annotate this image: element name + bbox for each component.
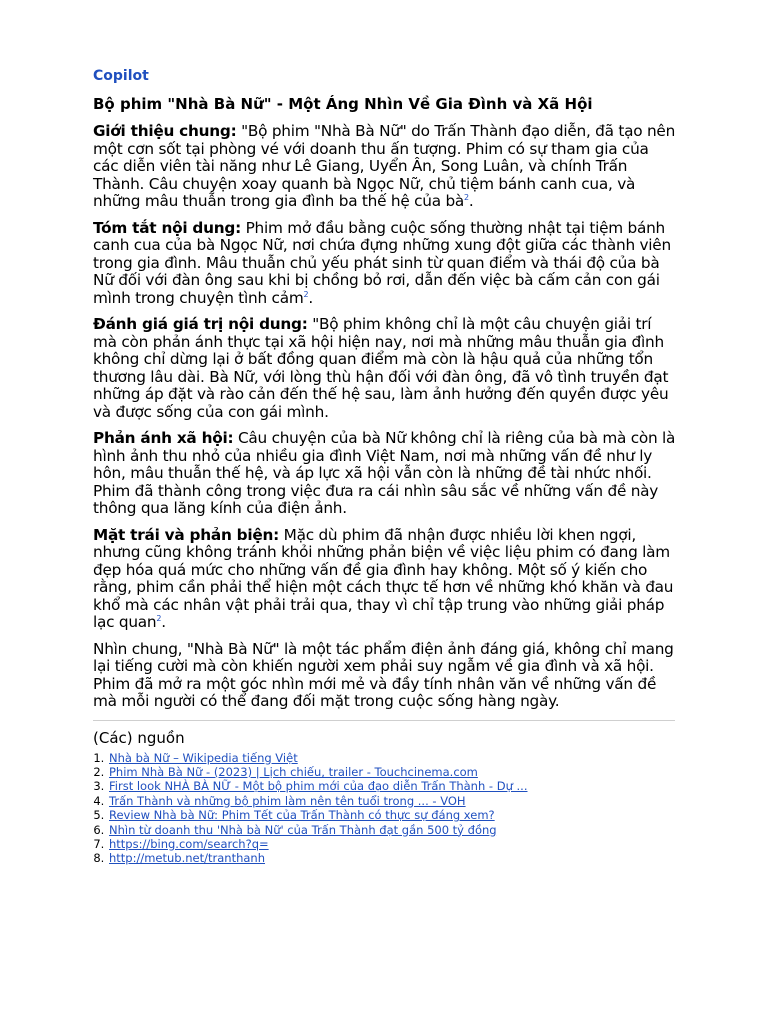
source-item <box>108 823 678 837</box>
section-summary: Tóm tắt nội dung: Phim mở đầu bằng cuộc sống thường nhật tại tiệm bánh canh cua của bà Ngọc Nữ, nơi chứa đựng những xung đột giữa các thành viên trong gia đình. Mâu thuẫn chủ yếu phát sinh từ quan điểm và thái độ của bà Nữ đối với đàn ông sau khi bị chồng bỏ rơi, dẫn đến việc bà cấm cản con gái mình trong chuyện tình cảm$^2$. <box>93 218 671 307</box>
section-text: "Bộ phim "Nhà Bà Nữ" do Trấn Thành đạo diễn, đã tạo nên một cơn sốt tại phòng vé với doanh thu ấn tượng. Phim có sự tham gia của các diễn viên tài năng như Lê Giang, Uyển Ân, Song Luân, và chính Trấn Thành. Câu chuyện xoay quanh bà Ngọc Nữ, chủ tiệm bánh canh cua, và những mâu thuẫn trong gia đình ba thế hệ của bà <box>93 122 676 210</box>
section-critique: Mặt trái và phản biện: Mặc dù phim đã nhận được nhiều lời khen ngợi, nhưng cũng không tránh khỏi những phản biện về việc liệu phim có đang làm đẹp hóa quá mức cho những vấn đề gia đình hay không. Một số ý kiến cho rằng, phim cần phải thể hiện một cách thực tế hơn về những khó khăn và đau khổ mà các nhân vật phải trải qua, thay vì chỉ tập trung vào những giải pháp lạc quan$^2$. <box>93 525 674 631</box>
source-link[interactable]: Review Nhà bà Nữ: Phim Tết của Trấn Thành có thực sự đáng xem? <box>109 808 495 823</box>
source-link[interactable]: Nhà bà Nữ – Wikipedia tiếng Việt <box>109 750 298 765</box>
brand-label: Copilot <box>93 68 149 84</box>
conclusion-paragraph: Nhìn chung, "Nhà Bà Nữ" là một tác phẩm điện ảnh đáng giá, không chỉ mang lại tiếng cười mà còn khiến người xem phải suy ngẫm về gia đình và xã hội. Phim đã mở ra một góc nhìn mới mẻ và đầy tính nhân văn về những vấn đề mà mỗi người có thể đang đối mặt trong cuộc sống hàng ngày. <box>93 639 674 710</box>
sources-heading: (Các) nguồn <box>93 728 185 747</box>
section-text: Phim mở đầu bằng cuộc sống thường nhật tại tiệm bánh canh cua của bà Ngọc Nữ, nơi chứa đựng những xung đột giữa các thành viên trong gia đình. Mâu thuẫn chủ yếu phát sinh từ quan điểm và thái độ của bà Nữ đối với đàn ông sau khi bị chồng bỏ rơi, dẫn đến việc bà cấm cản con gái mình trong chuyện tình cảm <box>93 218 671 307</box>
section-text: "Bộ phim không chỉ là một câu chuyện giải trí mà còn phản ánh thực tại xã hội hiện nay, nơi mà những mâu thuẫn gia đình không chỉ dừng lại ở bất đồng quan điểm mà còn là hậu quả của những tổn thương lâu dài. Bà Nữ, với lòng thù hận đối với đàn ông, đã vô tình truyền đạt những áp đặt và rào cản đến thế hệ sau, làm ảnh hưởng đến quyền được yêu và được sống của con gái mình. <box>93 315 669 421</box>
section-heading: Đánh giá giá trị nội dung: <box>93 315 308 333</box>
source-link[interactable]: Phim Nhà Bà Nữ - (2023) | Lịch chiếu, trailer - Touchcinema.com <box>109 764 478 779</box>
source-link[interactable]: https://bing.com/search?q= <box>109 836 269 851</box>
source-item <box>108 751 678 765</box>
document-page <box>93 66 678 866</box>
section-text: Câu chuyện của bà Nữ không chỉ là riêng của bà mà còn là hình ảnh thu nhỏ của nhiều gia đình Việt Nam, nơi mà những vấn đề như ly hôn, mâu thuẫn thế hệ, và áp lực xã hội vẫn còn là những đề tài nhức nhối. Phim đã thành công trong việc đưa ra cái nhìn sâu sắc về những vấn đề này thông qua lăng kính của điện ảnh. <box>93 429 676 517</box>
source-item <box>108 808 678 822</box>
section-evaluation <box>93 316 678 421</box>
section-intro: Giới thiệu chung: "Bộ phim "Nhà Bà Nữ" do Trấn Thành đạo diễn, đã tạo nên một cơn sốt tại phòng vé với doanh thu ấn tượng. Phim có sự tham gia của các diễn viên tài năng như Lê Giang, Uyển Ân, Song Luân, và chính Trấn Thành. Câu chuyện xoay quanh bà Ngọc Nữ, chủ tiệm bánh canh cua, và những mâu thuẫn trong gia đình ba thế hệ của bà$^2$. <box>93 122 676 210</box>
divider <box>93 720 675 721</box>
source-link[interactable]: Trấn Thành và những bộ phim làm nên tên tuổi trong ... - VOH <box>109 793 466 808</box>
source-item <box>108 851 678 865</box>
sources-list <box>93 751 678 866</box>
source-item <box>108 765 678 779</box>
citation-link[interactable]: 2 <box>464 192 469 202</box>
source-item <box>108 779 678 793</box>
citation-link[interactable]: 2 <box>303 289 309 299</box>
section-heading: Tóm tắt nội dung: <box>93 218 241 237</box>
section-text: Mặc dù phim đã nhận được nhiều lời khen ngợi, nhưng cũng không tránh khỏi những phản biện về việc liệu phim có đang làm đẹp hóa quá mức cho những vấn đề gia đình hay không. Một số ý kiến cho rằng, phim cần phải thể hiện một cách thực tế hơn về những khó khăn và đau khổ mà các nhân vật phải trải qua, thay vì chỉ tập trung vào những giải pháp lạc quan <box>93 525 674 631</box>
source-item <box>108 794 678 808</box>
section-social <box>93 430 678 518</box>
source-link[interactable]: http://metub.net/tranthanh <box>109 851 266 866</box>
source-item <box>108 837 678 851</box>
section-heading: Phản ánh xã hội: <box>93 429 234 447</box>
source-link[interactable]: Nhìn từ doanh thu 'Nhà bà Nữ' của Trấn Thành đạt gần 500 tỷ đồng <box>109 822 497 837</box>
citation-link[interactable]: 2 <box>156 613 162 623</box>
section-heading: Giới thiệu chung: <box>93 122 237 140</box>
section-heading: Mặt trái và phản biện: <box>93 525 280 544</box>
source-link[interactable]: First look NHÀ BÀ NỮ - Một bộ phim mới của đạo diễn Trấn Thành - Dự ... <box>109 779 528 794</box>
document-title: Bộ phim "Nhà Bà Nữ" - Một Áng Nhìn Về Gia Đình và Xã Hội <box>93 95 593 113</box>
